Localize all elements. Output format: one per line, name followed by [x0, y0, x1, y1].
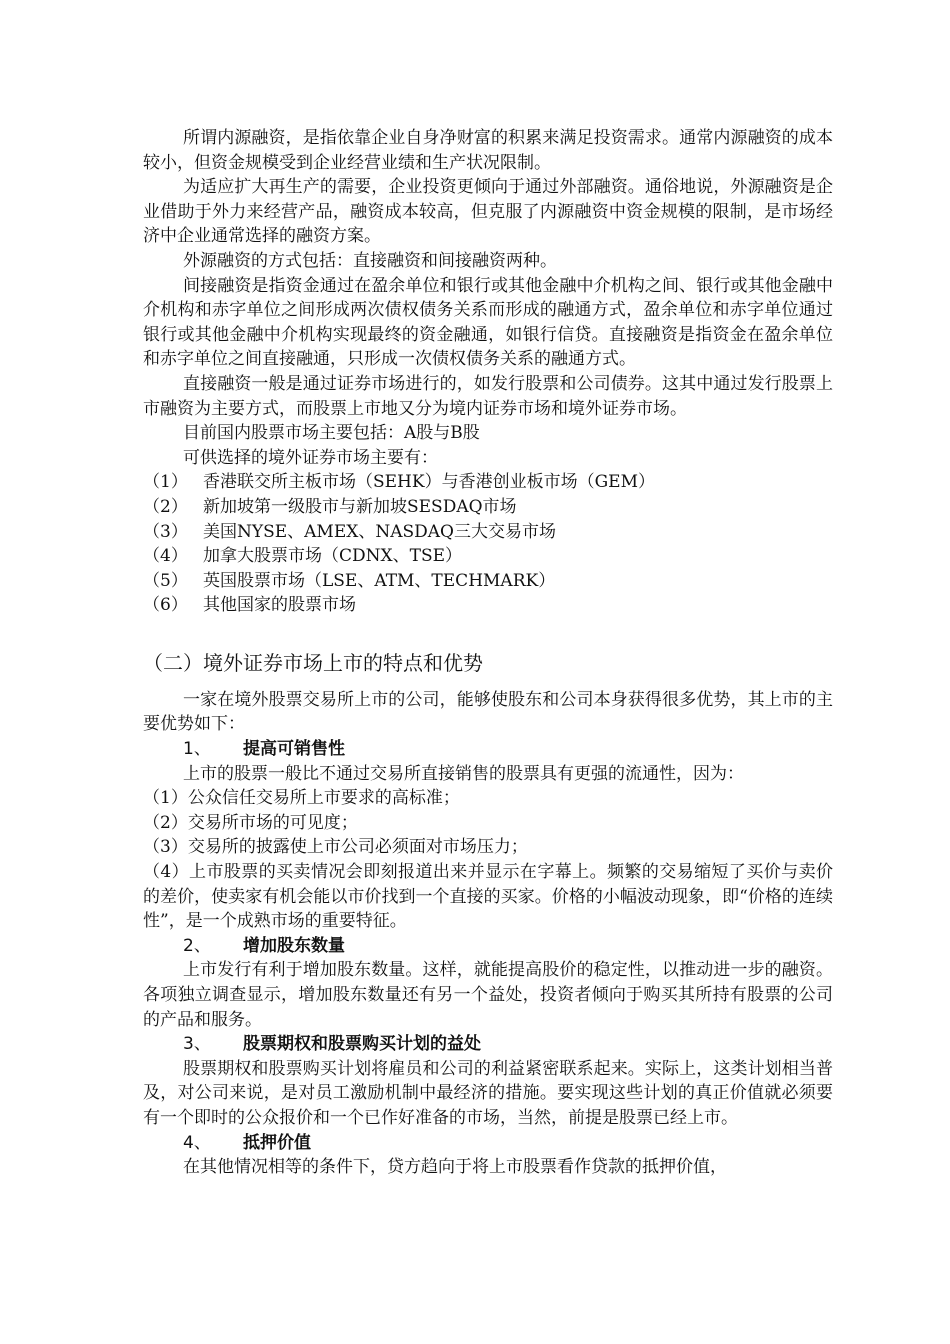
paragraph-overseas-intro: 可供选择的境外证券市场主要有：: [183, 447, 438, 468]
paragraph-financing-methods: 外源融资的方式包括：直接融资和间接融资两种。: [183, 250, 557, 271]
list-item-text: 英国股票市场（LSE、ATM、TECHMARK）: [203, 570, 556, 591]
list-item: （2）交易所市场的可见度；: [143, 812, 358, 833]
paragraph-stock-options: 股票期权和股票购买计划将雇员和公司的利益紧密联系起来。实际上，这类计划相当普及，对公司来说，是对员工激励机制中最经济的措施。要实现这些计划的真正价值就必须要有一个即时的公众报价和一个已作好准备的市场，当然，前提是股票已经上市。: [143, 1058, 833, 1128]
list-item: [143, 470, 833, 495]
subheading-title: 抵押价值: [243, 1132, 311, 1153]
list-item: [143, 569, 833, 594]
subheading-stock-options: [143, 1032, 833, 1057]
list-item: （4）上市股票的买卖情况会即刻报道出来并显示在字幕上。频繁的交易缩短了买价与卖价的差价，使卖家有机会能以市价找到一个直接的买家。价格的小幅波动现象，即“价格的连续性”，是一个成熟市场的重要特征。: [143, 862, 833, 932]
section-spacer: [143, 618, 833, 648]
subheading-number: 2、: [183, 935, 211, 956]
market-list: [143, 470, 833, 618]
subheading-title: 股票期权和股票购买计划的益处: [243, 1034, 481, 1055]
paragraph-indirect-financing: 间接融资是指资金通过在盈余单位和银行或其他金融中介机构之间、银行或其他金融中介机构和赤字单位之间形成两次债权债务关系而形成的融通方式，盈余单位和赤字单位通过银行或其他金融中介机构实现最终的资金融通，如银行信贷。直接融资是指资金在盈余单位和赤字单位之间直接融通，只形成一次债权债务关系的融通方式。: [143, 275, 833, 370]
list-item: （1）公众信任交易所上市要求的高标准；: [143, 788, 460, 809]
paragraph-collateral: 在其他情况相等的条件下，贷方趋向于将上市股票看作贷款的抵押价值，: [183, 1157, 727, 1178]
list-item-number: （6）: [143, 595, 188, 616]
list-item: [143, 544, 833, 569]
list-item-text: 其他国家的股票市场: [203, 595, 356, 616]
paragraph-external-financing: 为适应扩大再生产的需要，企业投资更倾向于通过外部融资。通俗地说，外源融资是企业借助于外力来经营产品，融资成本较高，但克服了内源融资中资金规模的限制，是市场经济中企业通常选择的融资方案。: [143, 177, 833, 247]
paragraph-domestic-market: 目前国内股票市场主要包括：A股与B股: [183, 423, 480, 444]
list-item: [143, 593, 833, 618]
subheading-marketability: [143, 737, 833, 762]
subheading-collateral: [143, 1131, 833, 1156]
subheading-number: 1、: [183, 739, 211, 760]
list-item-number: （4）: [143, 546, 188, 567]
subheading-title: 增加股东数量: [243, 935, 345, 956]
paragraph-internal-financing: 所谓内源融资，是指依靠企业自身净财富的积累来满足投资需求。通常内源融资的成本较小，但资金规模受到企业经营业绩和生产状况限制。: [143, 128, 833, 173]
list-item: [143, 520, 833, 545]
paragraph-shareholders: 上市发行有利于增加股东数量。这样，就能提高股价的稳定性，以推动进一步的融资。各项独立调查显示，增加股东数量还有另一个益处，投资者倾向于购买其所持有股票的公司的产品和服务。: [143, 960, 833, 1030]
list-item-text: 加拿大股票市场（CDNX、TSE）: [203, 546, 463, 567]
subheading-number: 4、: [183, 1132, 211, 1153]
list-item: （3）交易所的披露使上市公司必须面对市场压力；: [143, 837, 528, 858]
subheading-title: 提高可销售性: [243, 739, 345, 760]
list-item-text: 香港联交所主板市场（SEHK）与香港创业板市场（GEM）: [203, 472, 655, 493]
paragraph-direct-financing: 直接融资一般是通过证券市场进行的，如发行股票和公司债券。这其中通过发行股票上市融资为主要方式，而股票上市地又分为境内证券市场和境外证券市场。: [143, 373, 833, 419]
subheading-number: 3、: [183, 1034, 211, 1055]
list-item: [143, 495, 833, 520]
section-heading: （二）境外证券市场上市的特点和优势: [143, 650, 483, 675]
list-item-number: （1）: [143, 472, 188, 493]
list-item-number: （3）: [143, 521, 188, 542]
list-item-number: （5）: [143, 570, 188, 591]
subheading-shareholders: [143, 934, 833, 959]
list-item-number: （2）: [143, 496, 188, 517]
list-item-text: 美国NYSE、AMEX、NASDAQ三大交易市场: [203, 521, 556, 542]
document-page: [143, 126, 833, 1180]
list-item-text: 新加坡第一级股市与新加坡SESDAQ市场: [203, 496, 517, 517]
paragraph-marketability-intro: 上市的股票一般比不通过交易所直接销售的股票具有更强的流通性，因为：: [183, 763, 744, 784]
paragraph-section-intro: 一家在境外股票交易所上市的公司，能够使股东和公司本身获得很多优势，其上市的主要优势如下：: [143, 689, 833, 735]
